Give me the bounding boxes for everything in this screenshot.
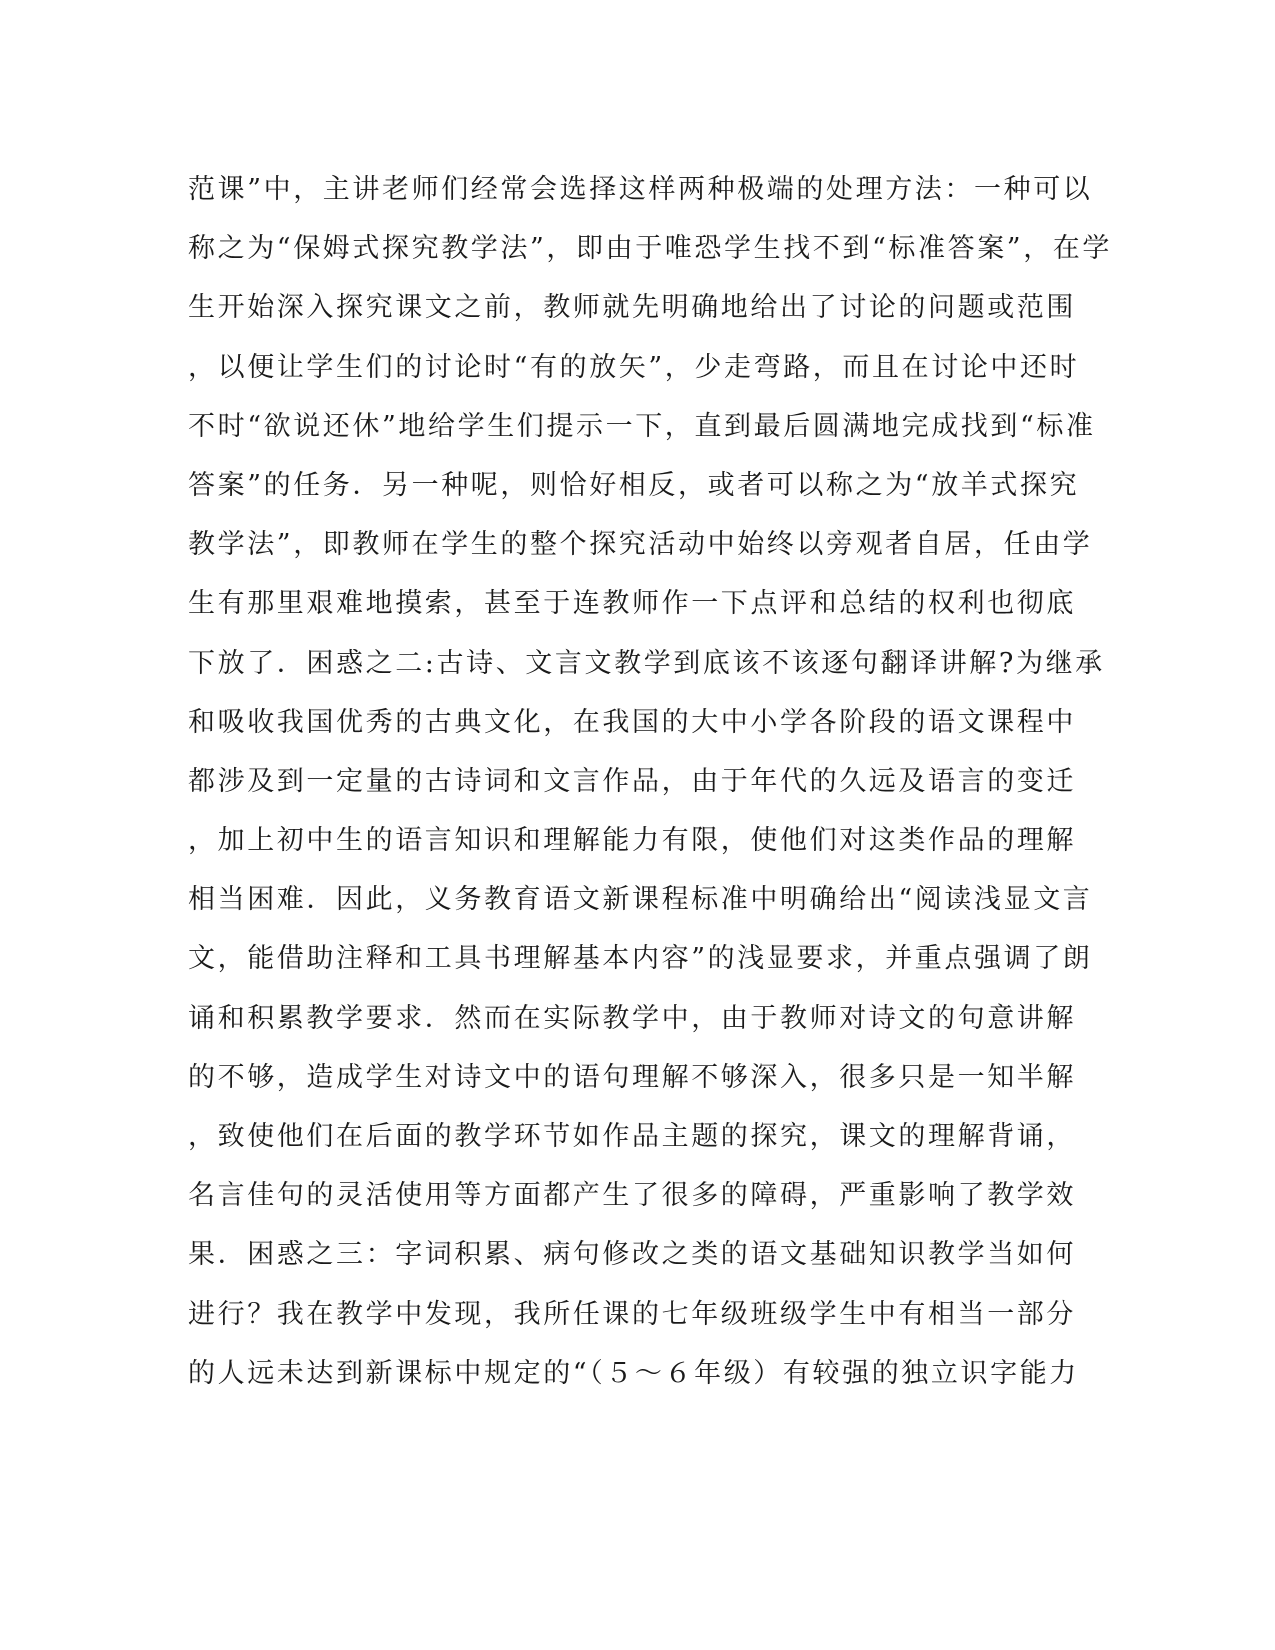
text-line: 进行？我在教学中发现，我所任课的七年级班级学生中有相当一部分	[188, 1298, 1076, 1330]
text-line: 都涉及到一定量的古诗词和文言作品，由于年代的久远及语言的变迁	[188, 765, 1076, 797]
text-line: ，致使他们在后面的教学环节如作品主题的探究，课文的理解背诵，	[188, 1121, 1076, 1152]
text-line: 的不够，造成学生对诗文中的语句理解不够深入，很多只是一知半解	[188, 1061, 1076, 1093]
text-line: 范课”中，主讲老师们经常会选择这样两种极端的处理方法：一种可以	[188, 174, 1093, 205]
text-line: 的人远未达到新课标中规定的“（５～６年级）有较强的独立识字能力	[188, 1357, 1079, 1389]
text-line: 不时“欲说还休”地给学生们提示一下，直到最后圆满地完成找到“标准	[188, 410, 1096, 442]
text-line: 和吸收我国优秀的古典文化，在我国的大中小学各阶段的语文课程中	[188, 706, 1076, 738]
text-line: 下放了．困惑之二:古诗、文言文教学到底该不该逐句翻译讲解?为继承	[188, 647, 1105, 679]
text-line: 教学法”，即教师在学生的整个探究活动中始终以旁观者自居，任由学	[188, 529, 1093, 561]
text-line: 生有那里艰难地摸索，甚至于连教师作一下点评和总结的权利也彻底	[188, 588, 1076, 620]
text-line: ，加上初中生的语言知识和理解能力有限，使他们对这类作品的理解	[188, 825, 1076, 857]
text-line: 名言佳句的灵活使用等方面都产生了很多的障碍，严重影响了教学效	[188, 1180, 1076, 1212]
text-line: 称之为“保姆式探究教学法”，即由于唯恐学生找不到“标准答案”，在学	[188, 233, 1113, 265]
text-line: ，以便让学生们的讨论时“有的放矢”，少走弯路，而且在讨论中还时	[188, 351, 1080, 383]
text-line: 诵和积累教学要求．然而在实际教学中，由于教师对诗文的句意讲解	[188, 1002, 1076, 1034]
text-line: 果．困惑之三：字词积累、病句修改之类的语文基础知识教学当如何	[188, 1239, 1076, 1271]
text-line: 相当困难．因此，义务教育语文新课程标准中明确给出“阅读浅显文言	[188, 884, 1093, 916]
text-line: 文，能借助注释和工具书理解基本内容”的浅显要求，并重点强调了朗	[188, 943, 1093, 975]
text-line: 答案”的任务．另一种呢，则恰好相反，或者可以称之为“放羊式探究	[188, 469, 1080, 501]
text-line: 生开始深入探究课文之前，教师就先明确地给出了讨论的问题或范围	[188, 292, 1076, 324]
body-text	[188, 160, 1113, 1403]
